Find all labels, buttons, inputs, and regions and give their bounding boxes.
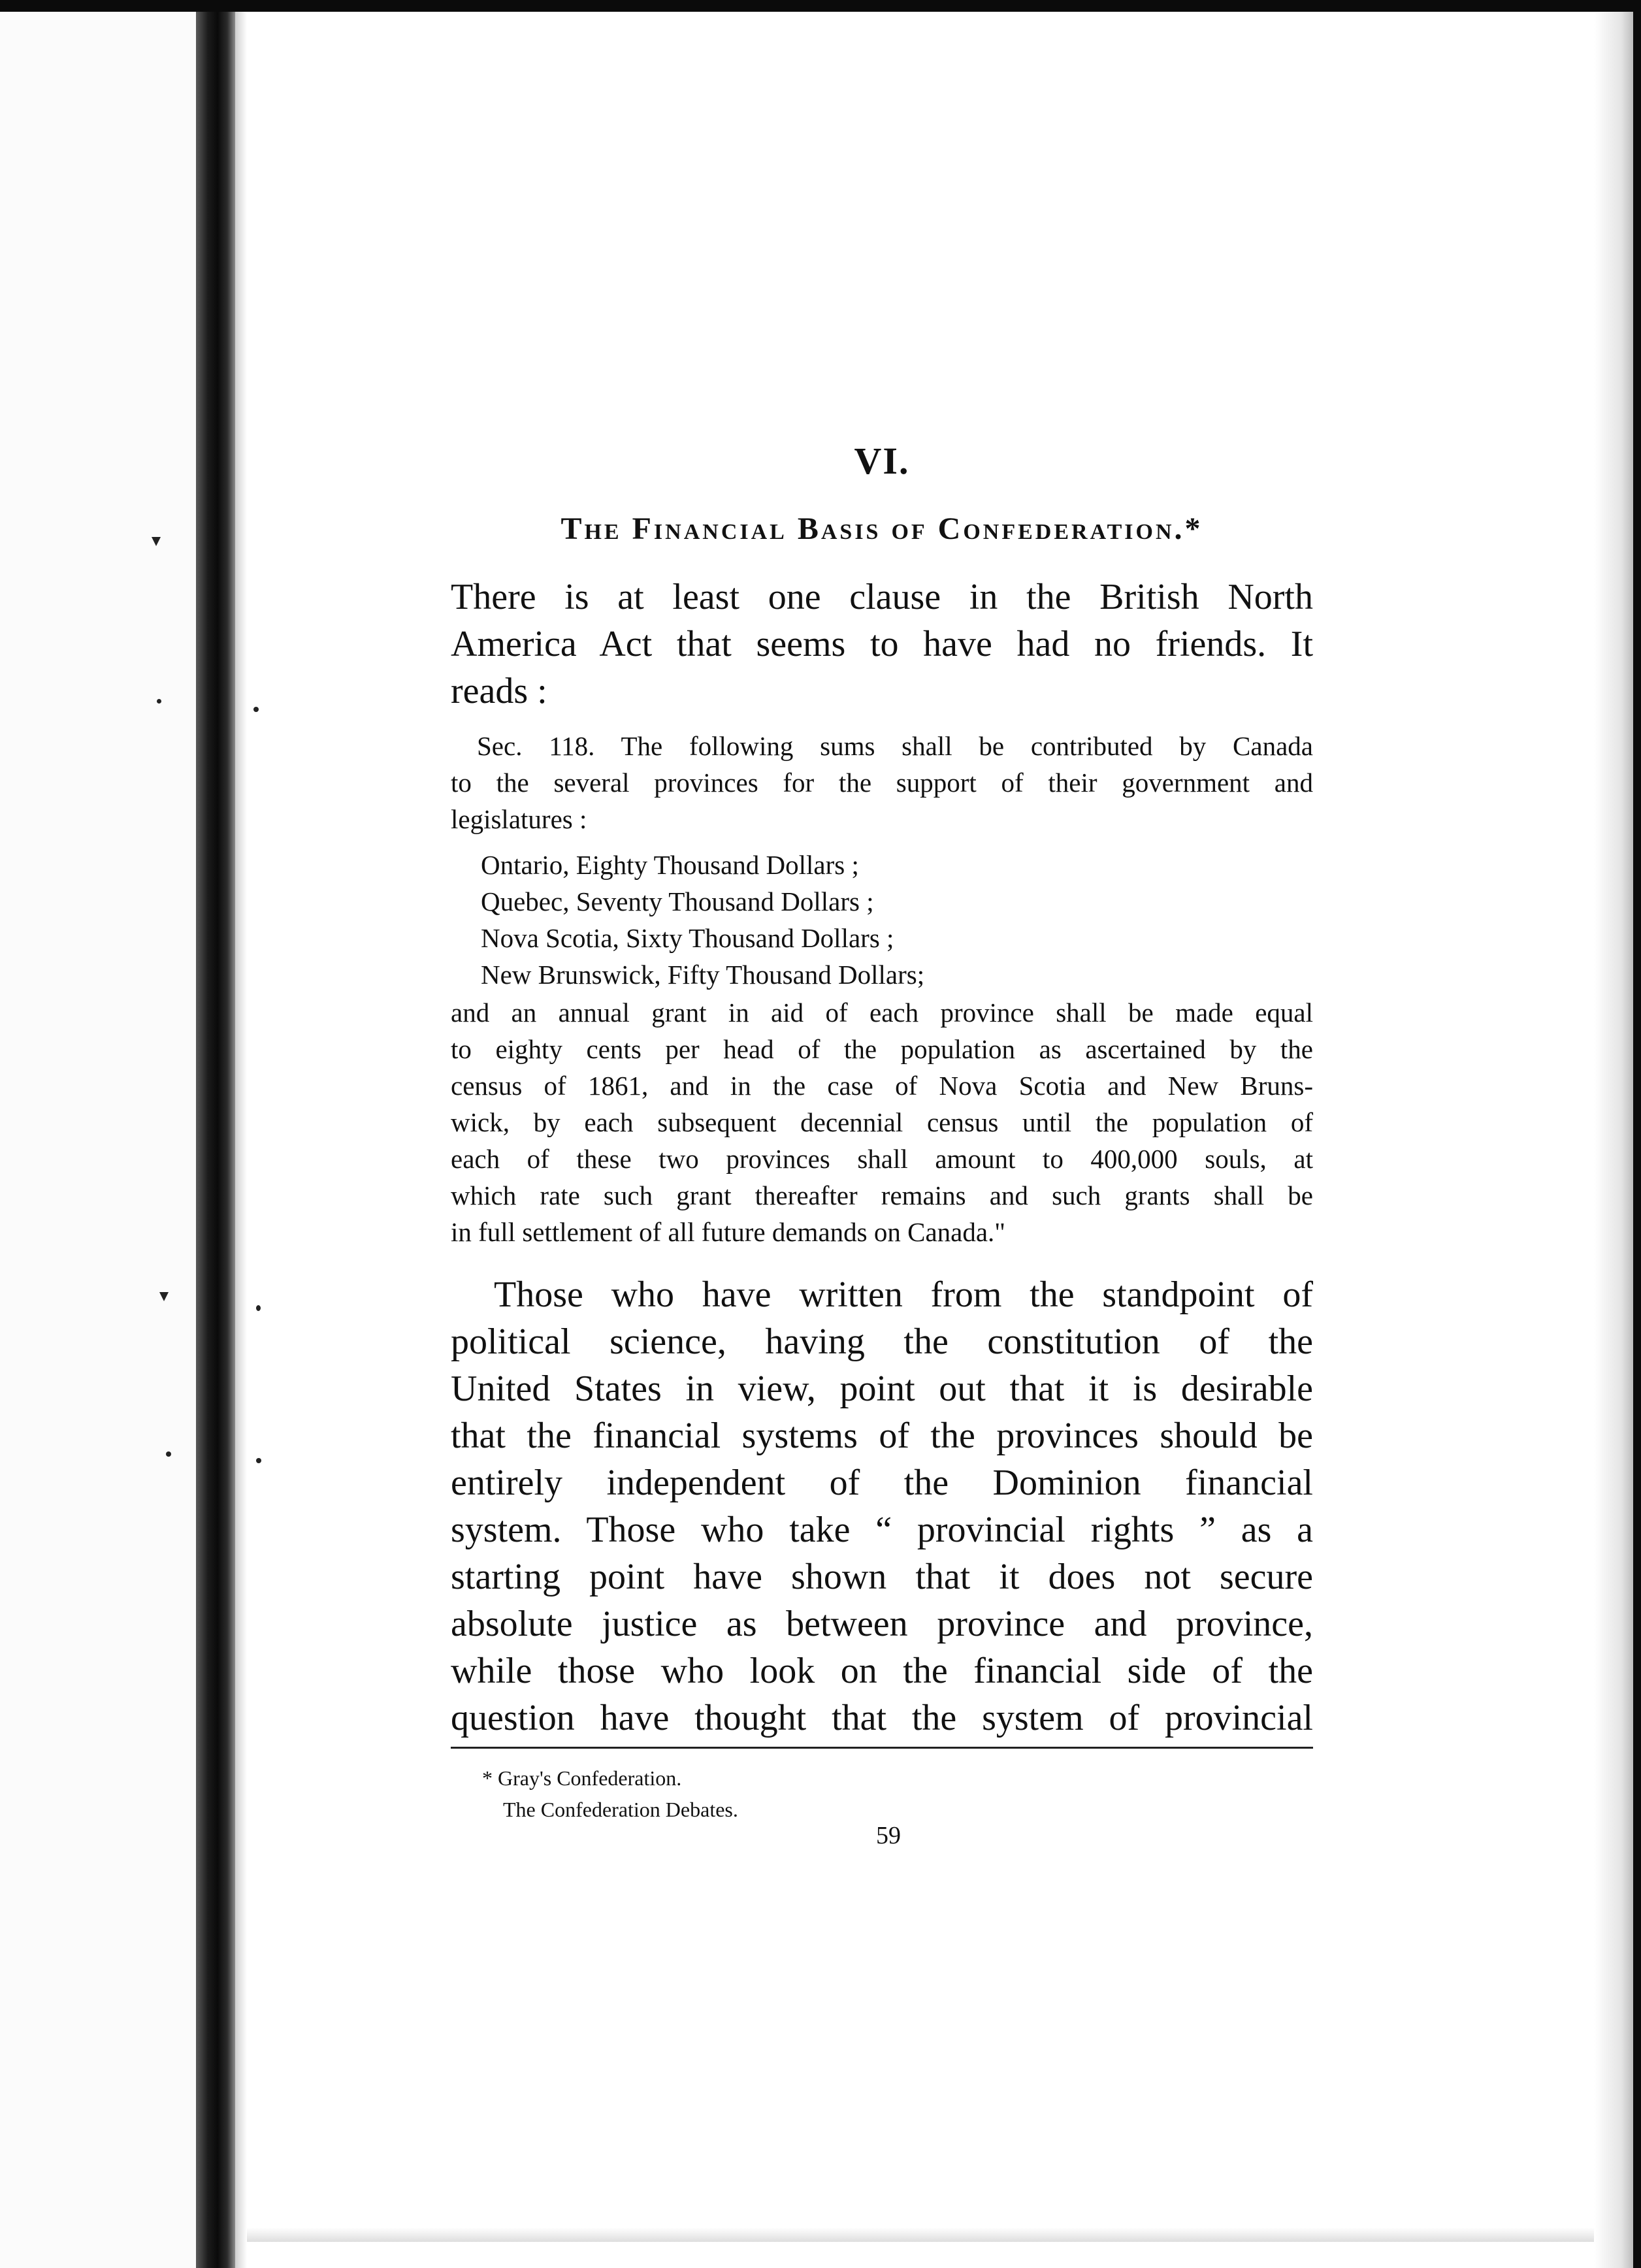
grant-item: Quebec, Seventy Thousand Dollars ; [481, 886, 874, 916]
scan-right-border [1633, 0, 1641, 2268]
intro-line: There is at least one clause in the British North [451, 577, 1313, 617]
quote-line: wick, by each subsequent decennial census until the population of [451, 1107, 1313, 1137]
grant-item: Ontario, Eighty Thousand Dollars ; [481, 850, 859, 880]
body-line: United States in view, point out that it is desirable [451, 1369, 1313, 1409]
intro-line: reads : [451, 671, 547, 711]
margin-mark [253, 707, 259, 712]
quote-line: to eighty cents per head of the population as ascertained by the [451, 1034, 1313, 1064]
chapter-number: VI. [854, 440, 910, 482]
body-line: absolute justice as between province and province, [451, 1604, 1313, 1644]
margin-mark [159, 1292, 169, 1301]
body-line: while those who look on the financial side of the [451, 1651, 1313, 1691]
margin-mark [166, 1451, 171, 1457]
quote-line: census of 1861, and in the case of Nova Scotia and New Bruns- [451, 1071, 1313, 1101]
body-line: question have thought that the system of provincial [451, 1698, 1313, 1738]
page-number: 59 [876, 1822, 901, 1849]
body-line: system. Those who take “ provincial rights ” as a [451, 1510, 1313, 1550]
margin-mark [157, 699, 161, 704]
quote-line: to the several provinces for the support of their government and [451, 768, 1313, 798]
scan-top-border [0, 0, 1641, 12]
footnote: * Gray's Confederation. [482, 1766, 682, 1790]
body-line: that the financial systems of the provinces should be [451, 1416, 1313, 1456]
footnote-rule [451, 1747, 1313, 1749]
body-line: starting point have shown that it does not secure [451, 1557, 1313, 1597]
page-outer-edge [1594, 12, 1633, 2268]
book-spine-gutter [196, 12, 235, 2268]
quote-line: in full settlement of all future demands on Canada." [451, 1217, 1006, 1247]
chapter-title: The Financial Basis of Confederation.* [561, 511, 1203, 546]
quote-line: each of these two provinces shall amount to 400,000 souls, at [451, 1144, 1313, 1174]
grant-item: New Brunswick, Fifty Thousand Dollars; [481, 960, 925, 990]
body-line: political science, having the constitution of the [451, 1321, 1313, 1362]
footnote: The Confederation Debates. [503, 1798, 738, 1821]
quote-line: and an annual grant in aid of each province shall be made equal [451, 997, 1313, 1028]
facing-page [0, 12, 196, 2268]
quote-line: Sec. 118. The following sums shall be contributed by Canada [477, 731, 1313, 761]
margin-mark [256, 1458, 261, 1463]
body-line: Those who have written from the standpoint of [494, 1274, 1313, 1315]
page-inner-edge [235, 12, 247, 2268]
quote-line: legislatures : [451, 804, 587, 834]
margin-mark [256, 1305, 261, 1311]
grant-item: Nova Scotia, Sixty Thousand Dollars ; [481, 923, 894, 953]
body-line: entirely independent of the Dominion financial [451, 1463, 1313, 1503]
page-bottom-edge [247, 2228, 1594, 2242]
intro-line: America Act that seems to have had no friends. It [451, 624, 1313, 664]
margin-mark [152, 537, 161, 546]
quote-line: which rate such grant thereafter remains and such grants shall be [451, 1180, 1313, 1210]
